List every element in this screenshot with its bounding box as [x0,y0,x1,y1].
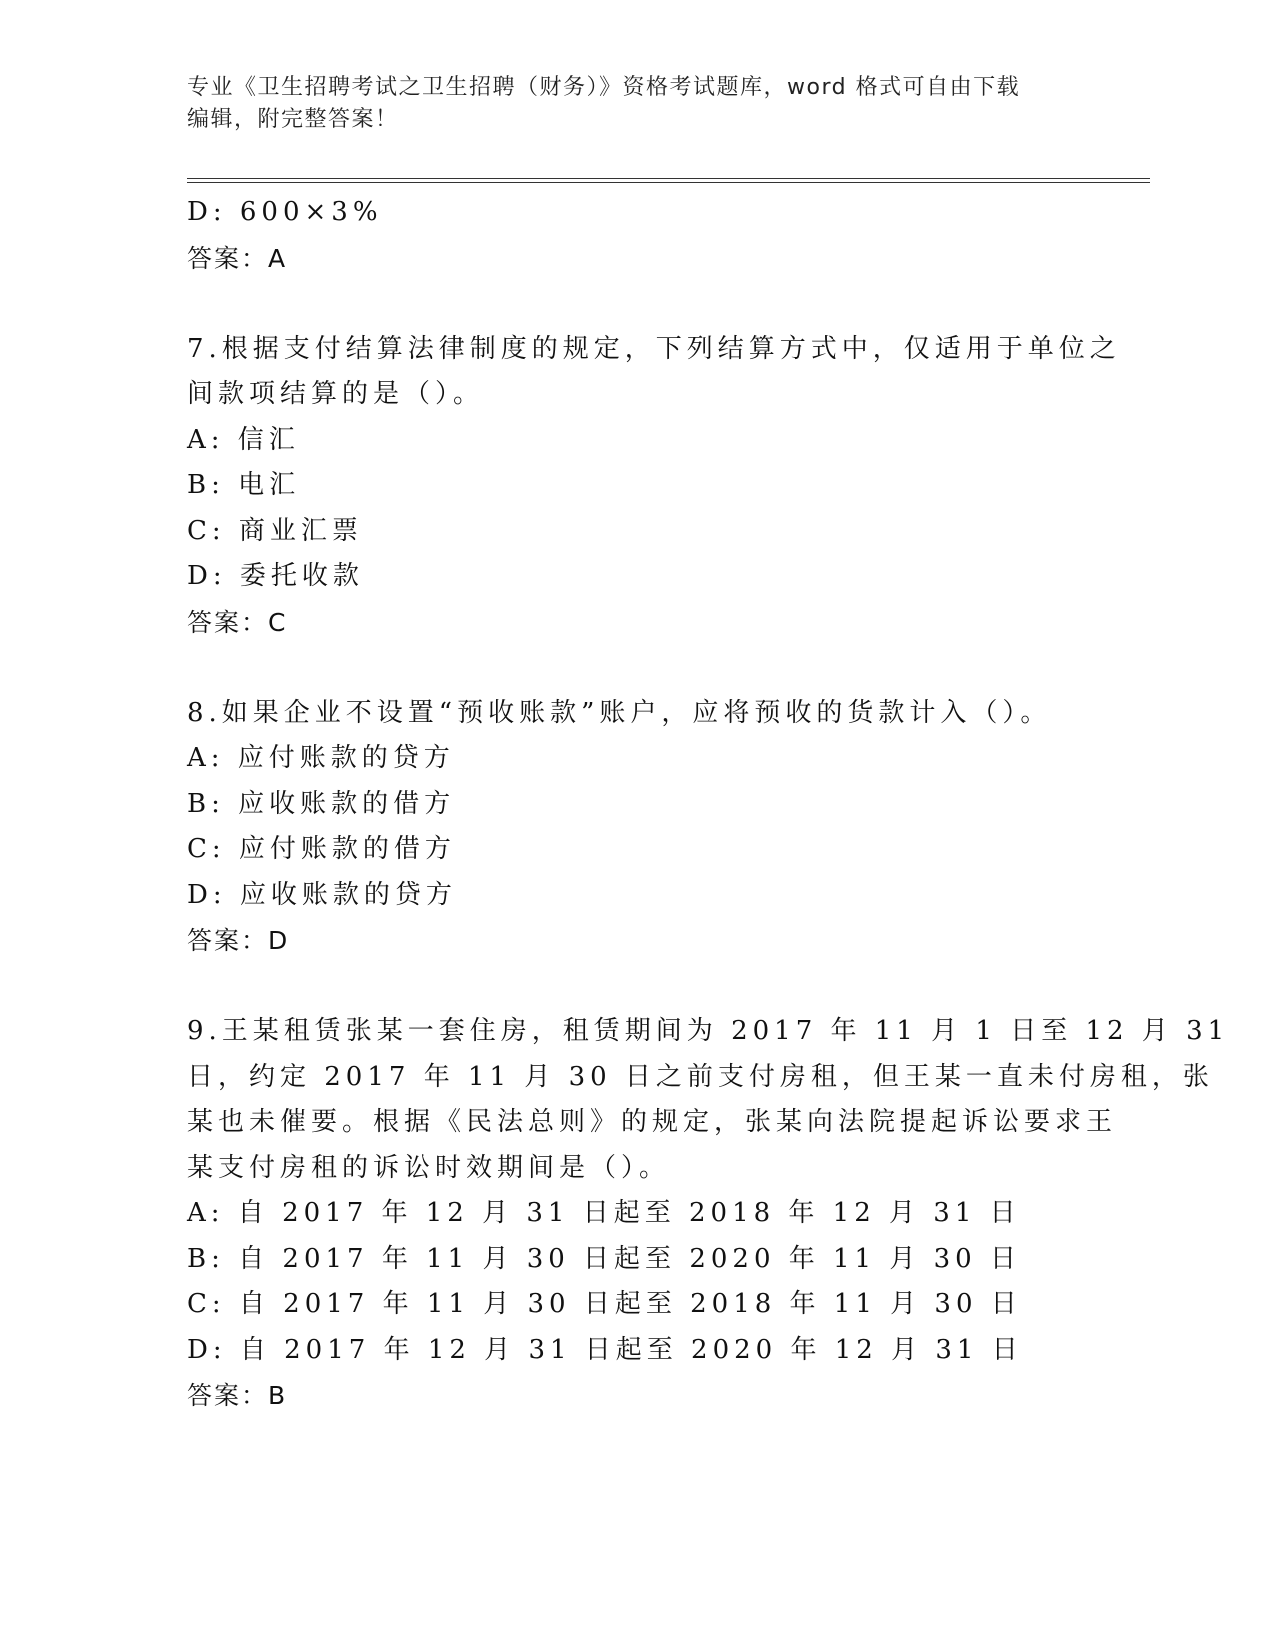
question-stem-line: 8.如果企业不设置“预收账款”账户，应将预收的货款计入（）。 [187,697,1052,728]
question-stem-line: 间款项结算的是（）。 [187,379,485,409]
option-a: A: 信汇 [187,424,300,455]
question-stem-line: 某也未催要。根据《民法总则》的规定，张某向法院提起诉讼要求王 [187,1107,1118,1137]
option-d: D: 委托收款 [187,561,364,591]
question-stem-line: 某支付房租的诉讼时效期间是（）。 [187,1152,671,1183]
spacer [187,964,1087,1010]
answer: 答案：D [187,926,290,955]
prev-answer: 答案：A [187,243,288,273]
header-line-1: 专业《卫生招聘考试之卫生招聘（财务）》资格考试题库，word 格式可自由下载 [187,75,1021,100]
question-content [187,190,1230,1419]
question-7 [187,327,1121,646]
option-b: B: 电汇 [187,470,301,500]
header-divider-bottom [187,182,1150,183]
spacer [187,645,1087,691]
question-stem-line: 9.王某租赁张某一套住房，租赁期间为 2017 年 11 月 1 日至 12 月 31 [187,1016,1230,1046]
prev-option-d: D: 600×3% [187,197,383,227]
option-c: C: 商业汇票 [187,515,363,546]
question-9 [187,1009,1230,1419]
option-b: B: 应收账款的借方 [187,788,456,819]
header-line-2: 编辑，附完整答案！ [187,107,399,132]
option-c: C: 应付账款的借方 [187,834,456,864]
option-b: B: 自 2017 年 11 月 30 日起至 2020 年 11 月 30 日 [187,1243,1021,1274]
document-header [187,72,1067,136]
option-d: D: 自 2017 年 12 月 31 日起至 2020 年 12 月 31 日 [187,1334,1023,1365]
option-d: D: 应收账款的贷方 [187,879,457,910]
answer: 答案：B [187,1381,288,1410]
question-stem-line: 7.根据支付结算法律制度的规定，下列结算方式中，仅适用于单位之 [187,333,1121,364]
option-a: A: 应付账款的贷方 [187,743,455,773]
answer: 答案：C [187,607,288,637]
spacer [187,281,1087,327]
question-stem-line: 日，约定 2017 年 11 月 30 日之前支付房租，但王某一直未付房租，张 [187,1061,1214,1092]
question-8 [187,691,1087,964]
option-a: A: 自 2017 年 12 月 31 日起至 2018 年 12 月 31 日 [187,1198,1021,1228]
header-divider-top [187,178,1150,179]
option-c: C: 自 2017 年 11 月 30 日起至 2018 年 11 月 30 日 [187,1289,1022,1319]
